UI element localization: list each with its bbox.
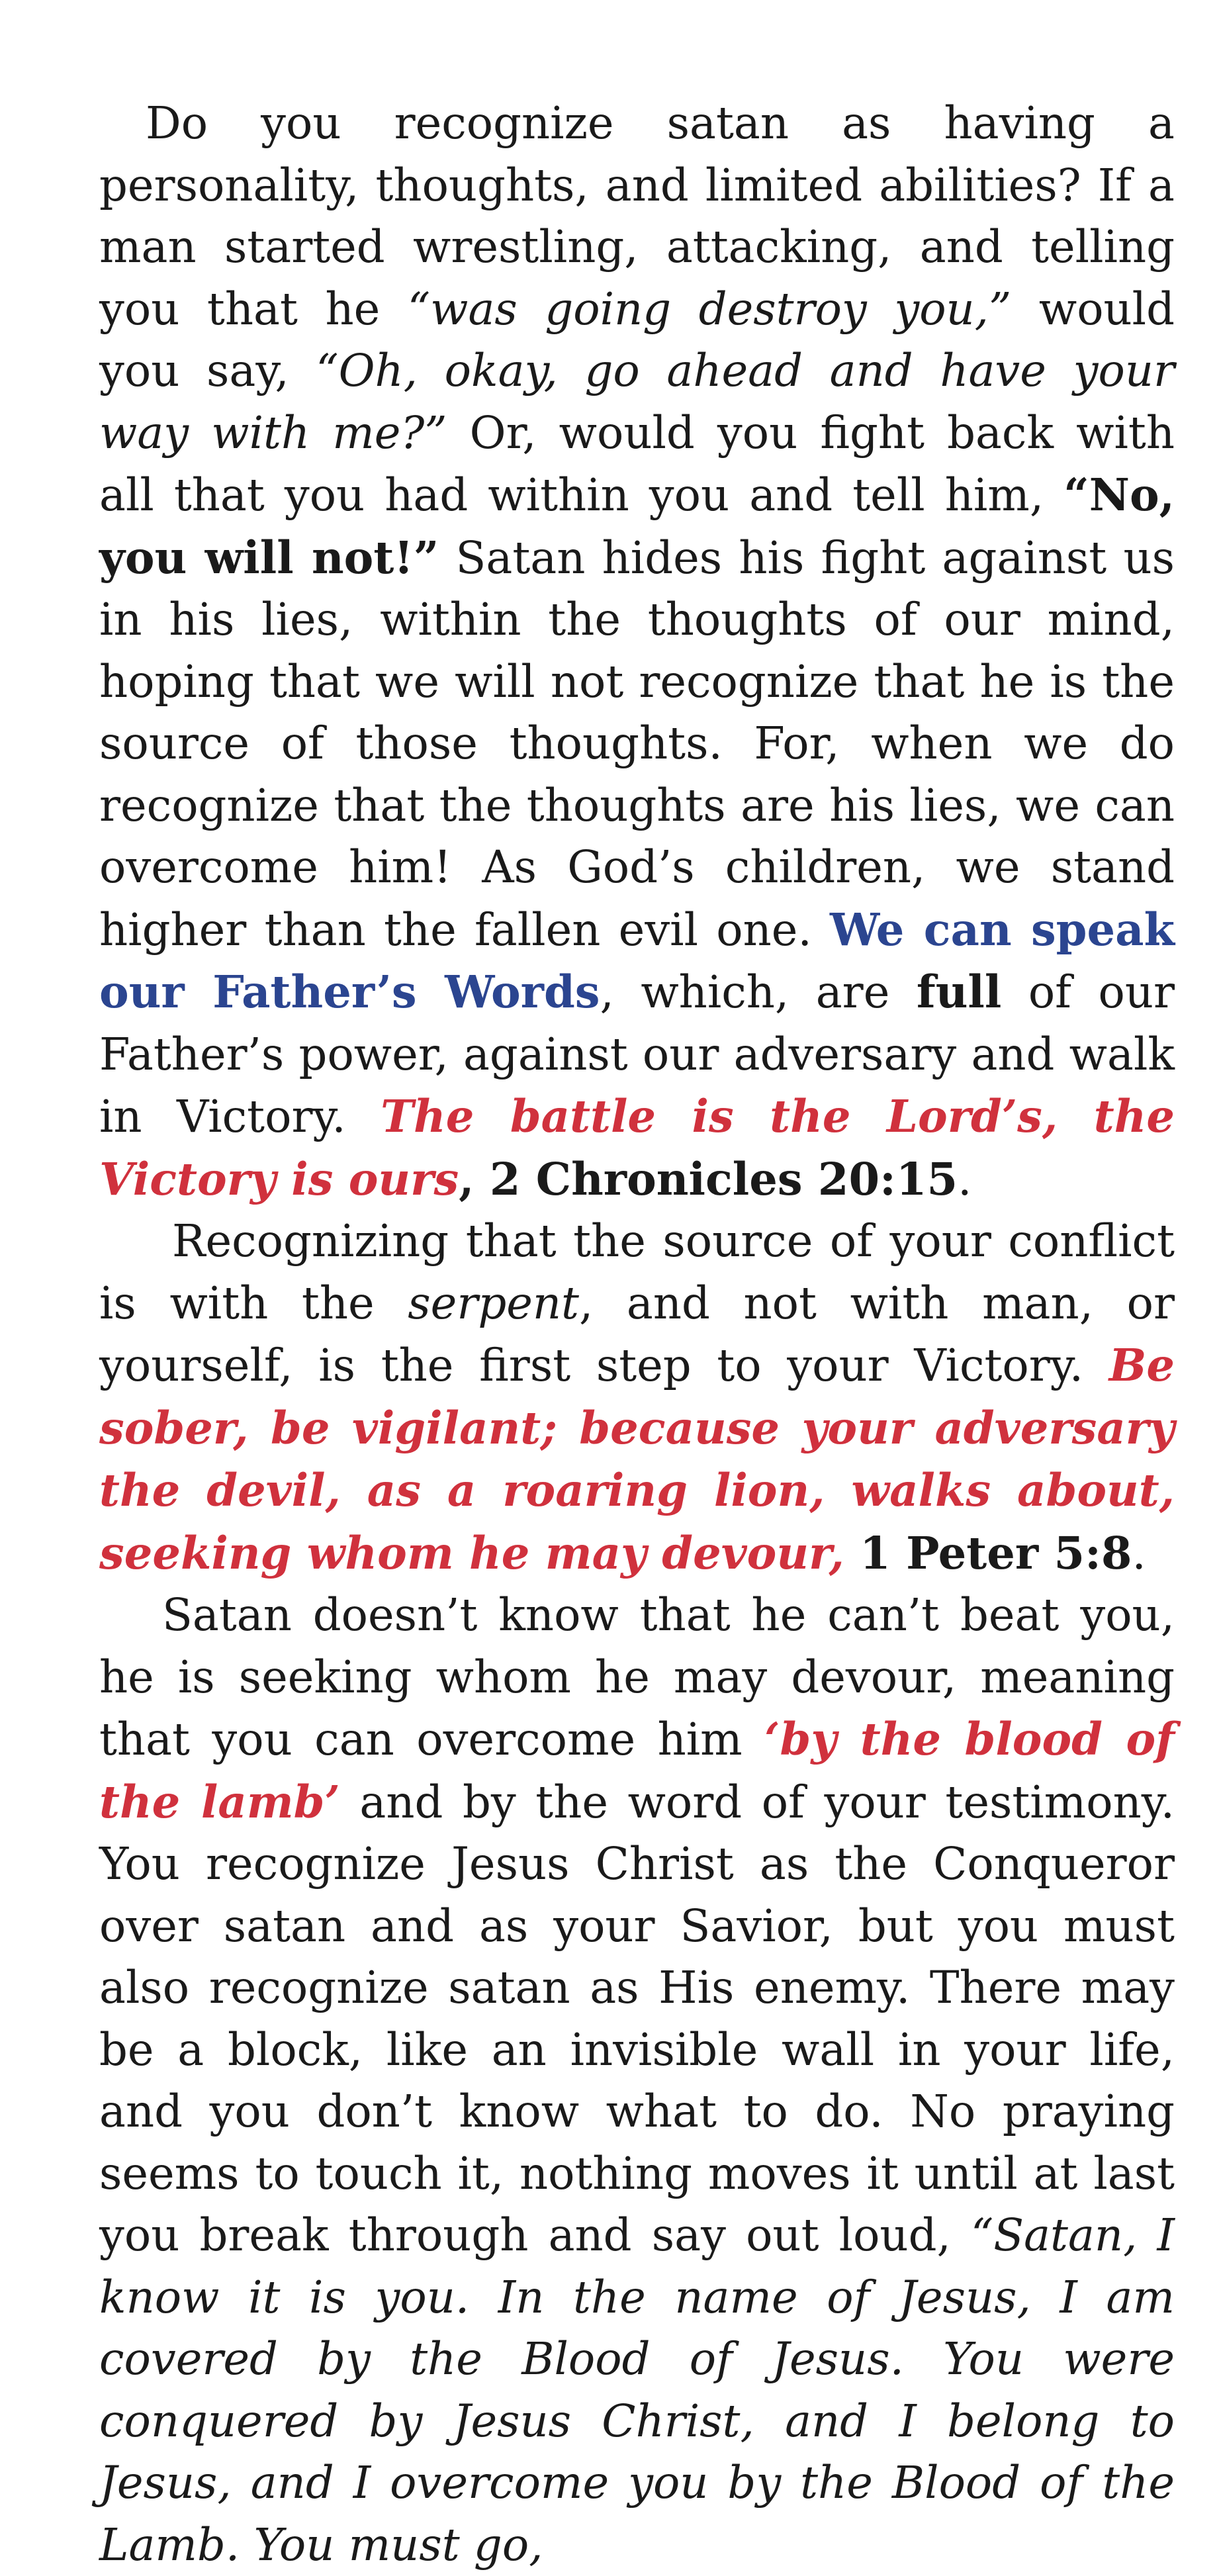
bold-word: full: [916, 966, 1002, 1018]
prayer-quote-italic: “Satan, I know it is you. In the name of Jesus, I am covered by the Blood of Jesus. You were conquered by Jesus Christ, and I belong to Jesus, and I overcome you by the Blood of the Lamb. You must go,: [99, 2209, 1175, 2571]
blue-emphasis: We can speak our Father’s Words: [99, 903, 1175, 1018]
quote-italic: “Oh, okay, go ahead and have your way with me?”: [99, 345, 1175, 459]
paragraph-1: [99, 93, 1175, 1211]
paragraph-2: [99, 1211, 1175, 1585]
text-segment: of our Father’s power, against our adversary and walk in Victory.: [99, 966, 1175, 1142]
text-segment: .: [958, 1153, 972, 1205]
scripture-quote: ‘by the blood of the lamb’: [99, 1713, 1175, 1828]
text-segment: , and not with man, or yourself, is the first step to your Victory.: [99, 1277, 1175, 1391]
quote-italic: “was going destroy you,”: [407, 283, 1012, 335]
text-segment: Satan hides his fight against us in his lies, within the thoughts of our mind, hoping that we will not recognize that he is the source of those thoughts. For, when we do recognize that the thoughts are his lies, we can overcome him! As God’s children, we stand higher than the fallen evil one.: [99, 531, 1175, 956]
scripture-reference: 1 Peter 5:8: [844, 1526, 1132, 1579]
text-segment: would you say,: [99, 283, 1175, 396]
text-segment: Or, would you fight back with all that you had within you and tell him,: [99, 406, 1175, 521]
book-page-text: [99, 93, 1175, 2576]
italic-word: serpent: [408, 1277, 579, 1329]
quote-bold: “No, you will not!”: [99, 469, 1175, 584]
scripture-quote: Be sober, be vigilant; because your adversary the devil, as a roaring lion, walks about, seeking whom he may devour,: [99, 1339, 1175, 1579]
text-segment: , which, are: [600, 966, 917, 1018]
scripture-reference: , 2 Chronicles 20:15: [459, 1152, 958, 1205]
text-segment: .: [1132, 1527, 1146, 1579]
paragraph-3: [99, 1585, 1175, 2576]
text-segment: and by the word of your testimony. You recognize Jesus Christ as the Conqueror over satan and as your Savior, but you must also recognize satan as His enemy. There may be a block, like an invisible wall in your life, and you don’t know what to do. No praying seems to touch it, nothing moves it until at last you break through and say out loud,: [99, 1776, 1175, 2261]
text-segment: Do you recognize satan as having a personality, thoughts, and limited abilities? If a man started wrestling, attacking, and telling you that he: [99, 97, 1175, 335]
text-segment: Recognizing that the source of your conflict is with the: [99, 1215, 1175, 1329]
text-segment: Satan doesn’t know that he can’t beat you, he is seeking whom he may devour, meaning that you can overcome him: [99, 1589, 1175, 1765]
scripture-quote: The battle is the Lord’s, the Victory is ours: [99, 1090, 1175, 1205]
